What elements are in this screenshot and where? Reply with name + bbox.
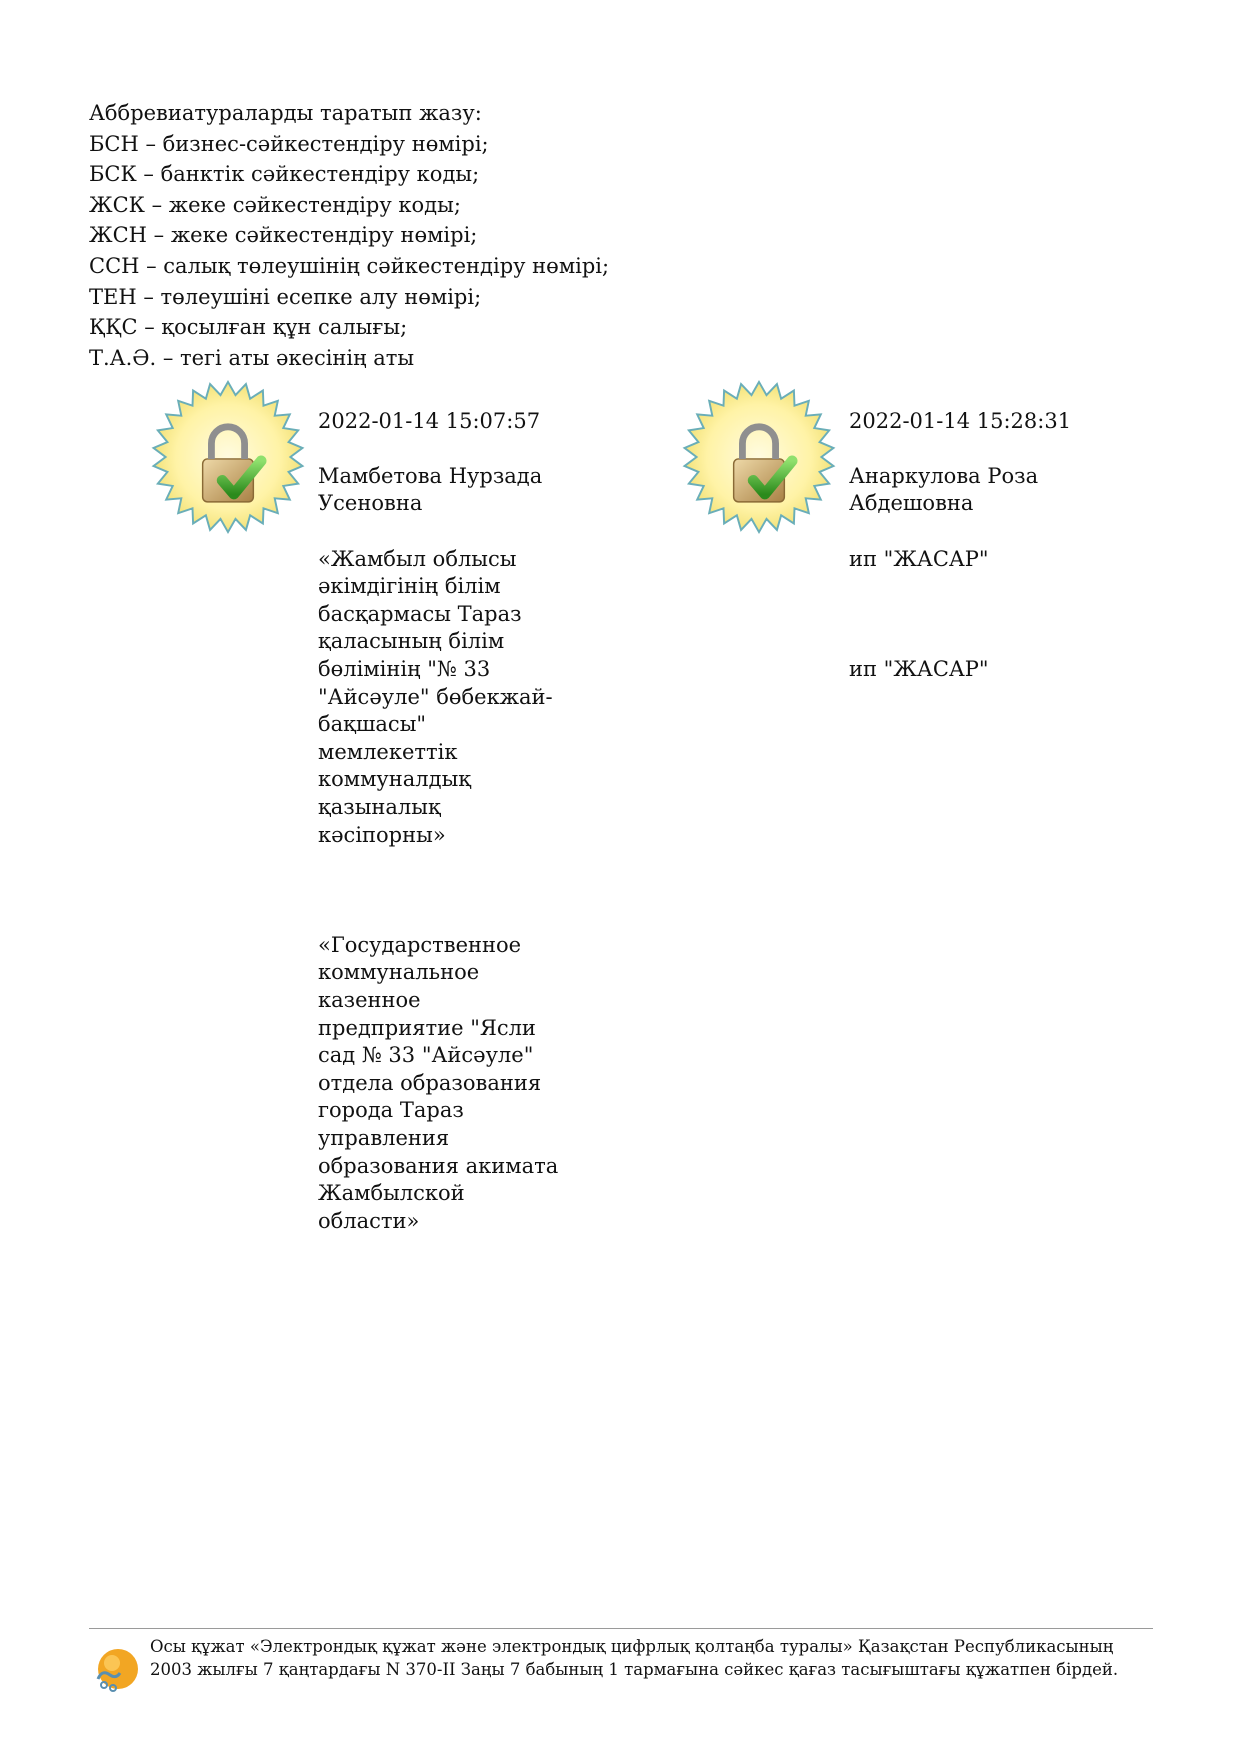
abbreviation-item: Т.А.Ә. – тегі аты әкесінің аты <box>89 345 415 370</box>
signer-organization-kz: ип "ЖАСАР" <box>849 546 989 571</box>
signature-details-1 <box>318 380 568 1263</box>
egov-sun-logo-icon <box>92 1645 142 1695</box>
abbreviation-item: БСН – бизнес-сәйкестендіру нөмірі; <box>89 131 489 156</box>
abbreviations-block <box>89 98 789 373</box>
signer-name: Анаркулова Роза Абдешовна <box>849 463 1039 516</box>
digital-signature-seal-icon <box>150 379 306 535</box>
abbreviation-item: ҚҚС – қосылған құн салығы; <box>89 315 408 340</box>
abbreviation-item: ССН – салық төлеушінің сәйкестендіру нөмірі; <box>89 253 610 278</box>
signer-organization-ru: ип "ЖАСАР" <box>849 656 989 681</box>
signer-organization-ru: «Государственное коммунальное казенное предприятие "Ясли сад № 33 "Айсәуле" отдела образования города Тараз управления образования акимата Жамбылской области» <box>318 932 559 1233</box>
signature-datetime: 2022-01-14 15:07:57 <box>318 408 541 433</box>
signer-organization-kz: «Жамбыл облысы әкімдігінің білім басқармасы Тараз қаласының білім бөлімінің "№ 33 "Айсәуле" бөбекжай-бақшасы" мемлекеттік коммуналдық қазыналық кәсіпорны» <box>318 546 553 847</box>
footer-legal-text: Осы құжат «Электрондық құжат және электрондық цифрлық қолтаңба туралы» Қазақстан Республикасының 2003 жылғы 7 қаңтардағы N 370-II Заңы 7 бабының 1 тармағына сәйкес қағаз тасығыштағы құжатпен бірдей. <box>150 1637 1119 1679</box>
digital-signature-seal-icon <box>681 379 837 535</box>
abbreviation-item: ЖСН – жеке сәйкестендіру нөмірі; <box>89 223 478 248</box>
abbreviation-item: БСК – банктік сәйкестендіру коды; <box>89 162 480 187</box>
signer-name: Мамбетова Нурзада Усеновна <box>318 463 543 516</box>
signature-datetime: 2022-01-14 15:28:31 <box>849 408 1072 433</box>
abbreviations-heading: Аббревиатураларды таратып жазу: <box>89 101 482 125</box>
abbreviation-item: ЖСК – жеке сәйкестендіру коды; <box>89 192 461 217</box>
signature-details-2 <box>849 380 1099 711</box>
abbreviation-item: ТЕН – төлеушіні есепке алу нөмірі; <box>89 284 482 309</box>
footer-divider <box>89 1628 1153 1629</box>
